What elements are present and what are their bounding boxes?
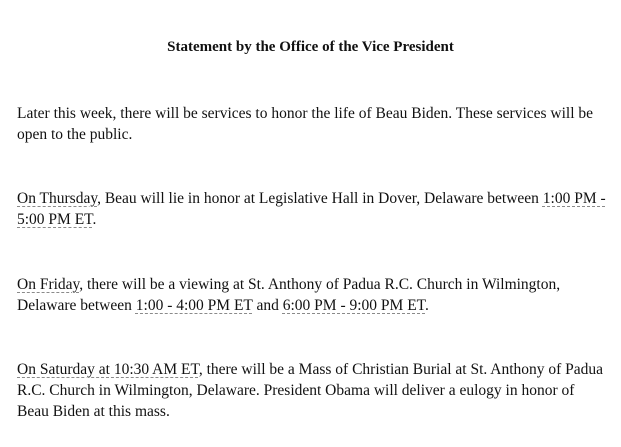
- day-link-friday[interactable]: On Friday: [17, 276, 80, 293]
- paragraph-text: .: [92, 211, 97, 228]
- day-time-link-saturday[interactable]: On Saturday at 10:30 AM ET: [17, 361, 199, 378]
- paragraph-text: , there will be a Mass of Christian Burial at St. Anthony of Padua R.C. Church in Wilmington, Delaware. President Obama will deliver a eulogy in honor of Beau Biden at this mass.: [17, 361, 604, 420]
- paragraph-text: , Beau will lie in honor at Legislative Hall in Dover, Delaware between: [97, 190, 543, 207]
- paragraph-thursday: [17, 188, 607, 230]
- paragraph-friday: [17, 274, 607, 316]
- day-link-thursday[interactable]: On Thursday: [17, 190, 98, 207]
- document-title: Statement by the Office of the Vice President: [167, 39, 454, 55]
- paragraph-text: .: [425, 297, 429, 314]
- time-link-thursday[interactable]: 1:00 PM - 5:00 PM ET: [17, 190, 606, 228]
- paragraph-text: and: [252, 297, 283, 314]
- paragraph-services-intro: Later this week, there will be services to honor the life of Beau Biden. These services will be open to the public.: [17, 105, 594, 143]
- time-link-friday-evening[interactable]: 6:00 PM - 9:00 PM ET: [282, 297, 425, 314]
- paragraph-saturday: [17, 359, 607, 422]
- time-link-friday-afternoon[interactable]: 1:00 - 4:00 PM ET: [135, 297, 253, 314]
- paragraph-text: , there will be a viewing at St. Anthony of Padua R.C. Church in Wilmington, Delaware between: [17, 276, 561, 314]
